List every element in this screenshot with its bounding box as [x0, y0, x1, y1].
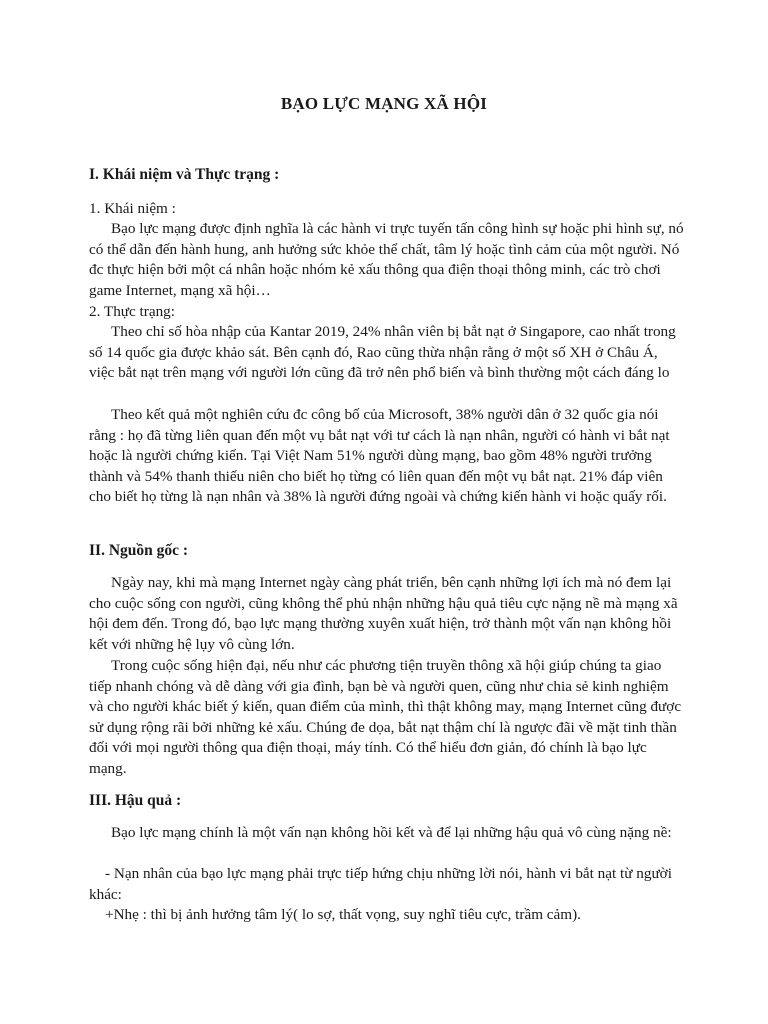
paragraph-definition: Bạo lực mạng được định nghĩa là các hành vi trực tuyến tấn công hình sự hoặc phi hình sự, nó có thể dẫn đến hành hung, anh hưởng sức khỏe thể chất, tâm lý hoặc tình cảm của một người. Nó đc thực hiện bởi một cá nhân hoặc nhóm kẻ xấu thông qua điện thoại thông minh, các trò chơi game Internet, mạng xã hội… [89, 220, 684, 299]
section-heading-consequences: III. Hậu quả : [89, 792, 182, 809]
paragraph-status-microsoft: Theo kết quả một nghiên cứu đc công bố của Microsoft, 38% người dân ở 32 quốc gia nói rằng : họ đã từng liên quan đến một vụ bắt nạt với tư cách là nạn nhân, người có hành vi bắt nạt hoặc là người chứng kiến. Tại Việt Nam 51% người dùng mạng, bao gồm 48% người trưởng thành và 54% thanh thiếu niên cho biết họ từng có liên quan đến một vụ bắt nạt. 21% đáp viên cho biết họ từng là nạn nhân và 38% là người đứng ngoài và chứng kiến hành vi hoặc quấy rối. [89, 406, 670, 505]
document-title: BẠO LỰC MẠNG XÃ HỘI [280, 94, 488, 113]
paragraph-status-kantar: Theo chỉ số hòa nhập của Kantar 2019, 24% nhân viên bị bắt nạt ở Singapore, cao nhất trong số 14 quốc gia được khảo sát. Bên cạnh đó, Rao cũng thừa nhận rằng ở một số XH ở Châu Á, việc bắt nạt trên mạng với người lớn cũng đã trở nên phổ biến và bình thường một cách đáng lo [89, 323, 676, 381]
section-heading-origin: II. Nguồn gốc : [89, 542, 189, 559]
subsection-label-status: 2. Thực trạng: [89, 303, 175, 320]
section-heading-concept: I. Khái niệm và Thực trạng : [89, 166, 280, 183]
paragraph-consequences-victim: - Nạn nhân của bạo lực mạng phải trực tiếp hứng chịu những lời nói, hành vi bắt nạt từ người khác: [89, 865, 672, 903]
paragraph-consequences-intro: Bạo lực mạng chính là một vấn nạn không hồi kết và để lại những hậu quả vô cùng nặng nề: [111, 824, 672, 841]
subsection-label-definition: 1. Khái niệm : [89, 200, 176, 217]
paragraph-origin-2: Trong cuộc sống hiện đại, nếu như các phương tiện truyền thông xã hội giúp chúng ta giao tiếp nhanh chóng và dễ dàng với gia đình, bạn bè và người quen, cũng như chia sẻ kinh nghiệm và cho người khác biết ý kiến, quan điểm của mình, thì thật không may, mạng Internet cũng được sử dụng rộng rãi bởi những kẻ xấu. Chúng đe dọa, bắt nạt thậm chí là ngược đãi về mặt tinh thần đối với mọi người thông qua điện thoại, máy tính. Có thể hiểu đơn giản, đó chính là bạo lực mạng. [89, 657, 682, 777]
paragraph-origin-1: Ngày nay, khi mà mạng Internet ngày càng phát triển, bên cạnh những lợi ích mà nó đem lại cho cuộc sống con người, cũng không thể phủ nhận những hậu quả tiêu cực nặng nề mà mạng xã hội đem đến. Trong đó, bạo lực mạng thường xuyên xuất hiện, trở thành một vấn nạn không hồi kết với những hệ lụy vô cùng lớn. [89, 574, 678, 653]
paragraph-consequences-mild: +Nhẹ : thì bị ảnh hưởng tâm lý( lo sợ, thất vọng, suy nghĩ tiêu cực, trầm cảm). [105, 906, 581, 923]
